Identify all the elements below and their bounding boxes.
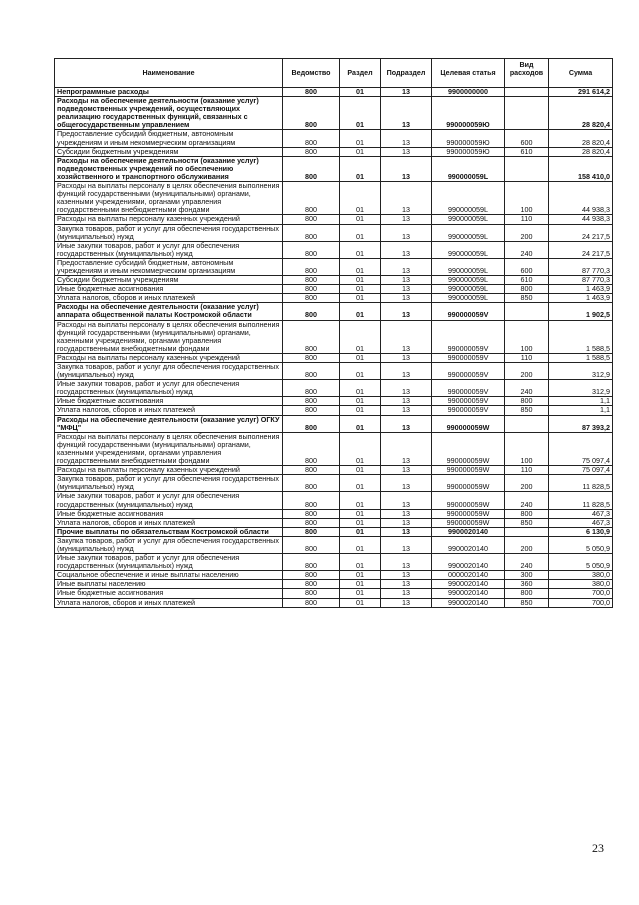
cell-expense-kind: 850	[505, 294, 549, 303]
cell-section: 01	[340, 492, 381, 509]
cell-target-article: 990000059W	[432, 415, 505, 432]
table-row	[55, 363, 613, 380]
cell-sum: 28 820,4	[549, 97, 613, 130]
cell-section: 01	[340, 130, 381, 147]
cell-section: 01	[340, 285, 381, 294]
cell-name: Предоставление субсидий бюджетным, автономным учреждениям и иным некоммерческим организациям	[55, 130, 283, 147]
cell-subsection: 13	[381, 380, 432, 397]
cell-section: 01	[340, 397, 381, 406]
cell-target-article: 990000059V	[432, 353, 505, 362]
table-row	[55, 303, 613, 320]
cell-department: 800	[283, 182, 340, 215]
cell-expense-kind: 360	[505, 580, 549, 589]
cell-subsection: 13	[381, 475, 432, 492]
cell-section: 01	[340, 363, 381, 380]
cell-section: 01	[340, 466, 381, 475]
cell-subsection: 13	[381, 492, 432, 509]
cell-expense-kind	[505, 156, 549, 181]
cell-sum: 380,0	[549, 580, 613, 589]
cell-department: 800	[283, 353, 340, 362]
cell-expense-kind: 110	[505, 215, 549, 224]
cell-subsection: 13	[381, 224, 432, 241]
table-row	[55, 554, 613, 571]
table-row	[55, 598, 613, 607]
cell-section: 01	[340, 156, 381, 181]
cell-subsection: 13	[381, 554, 432, 571]
cell-sum: 312,9	[549, 380, 613, 397]
cell-sum: 87 770,3	[549, 258, 613, 275]
cell-target-article: 990000059W	[432, 432, 505, 465]
cell-sum: 1 463,9	[549, 285, 613, 294]
cell-sum: 5 050,9	[549, 554, 613, 571]
cell-target-article: 990000059V	[432, 397, 505, 406]
cell-department: 800	[283, 536, 340, 553]
table-row	[55, 258, 613, 275]
cell-name: Расходы на выплаты персоналу казенных учреждений	[55, 353, 283, 362]
cell-section: 01	[340, 97, 381, 130]
cell-department: 800	[283, 415, 340, 432]
cell-name: Иные бюджетные ассигнования	[55, 589, 283, 598]
cell-target-article: 9900020140	[432, 589, 505, 598]
cell-sum: 1 588,5	[549, 353, 613, 362]
table-row	[55, 509, 613, 518]
cell-name: Иные бюджетные ассигнования	[55, 397, 283, 406]
cell-subsection: 13	[381, 406, 432, 415]
cell-subsection: 13	[381, 580, 432, 589]
cell-expense-kind	[505, 415, 549, 432]
cell-section: 01	[340, 303, 381, 320]
cell-section: 01	[340, 475, 381, 492]
cell-sum: 87 393,2	[549, 415, 613, 432]
cell-sum: 24 217,5	[549, 224, 613, 241]
cell-expense-kind: 850	[505, 598, 549, 607]
cell-target-article: 990000059V	[432, 406, 505, 415]
table-row	[55, 97, 613, 130]
cell-name: Уплата налогов, сборов и иных платежей	[55, 294, 283, 303]
cell-subsection: 13	[381, 276, 432, 285]
table-row	[55, 527, 613, 536]
cell-section: 01	[340, 241, 381, 258]
header-subsection: Подраздел	[381, 59, 432, 88]
cell-name: Прочие выплаты по обязательствам Костромской области	[55, 527, 283, 536]
cell-sum: 1,1	[549, 406, 613, 415]
cell-target-article: 990000059V	[432, 320, 505, 353]
table-row	[55, 432, 613, 465]
cell-department: 800	[283, 475, 340, 492]
cell-section: 01	[340, 598, 381, 607]
cell-target-article: 990000059Ю	[432, 147, 505, 156]
cell-department: 800	[283, 527, 340, 536]
cell-section: 01	[340, 147, 381, 156]
cell-name: Закупка товаров, работ и услуг для обеспечения государственных (муниципальных) нужд	[55, 363, 283, 380]
cell-expense-kind: 100	[505, 320, 549, 353]
cell-target-article: 990000059L	[432, 224, 505, 241]
cell-sum: 11 828,5	[549, 492, 613, 509]
cell-department: 800	[283, 580, 340, 589]
cell-section: 01	[340, 182, 381, 215]
cell-target-article: 990000059W	[432, 466, 505, 475]
header-section: Раздел	[340, 59, 381, 88]
cell-name: Закупка товаров, работ и услуг для обеспечения государственных (муниципальных) нужд	[55, 224, 283, 241]
cell-department: 800	[283, 147, 340, 156]
cell-expense-kind: 600	[505, 130, 549, 147]
cell-sum: 1 588,5	[549, 320, 613, 353]
cell-department: 800	[283, 466, 340, 475]
cell-target-article: 990000059W	[432, 475, 505, 492]
cell-target-article: 9900020140	[432, 527, 505, 536]
cell-subsection: 13	[381, 598, 432, 607]
table-row	[55, 536, 613, 553]
cell-subsection: 13	[381, 182, 432, 215]
cell-department: 800	[283, 258, 340, 275]
cell-section: 01	[340, 320, 381, 353]
cell-subsection: 13	[381, 353, 432, 362]
cell-section: 01	[340, 406, 381, 415]
cell-expense-kind: 800	[505, 509, 549, 518]
table-row	[55, 415, 613, 432]
cell-name: Субсидии бюджетным учреждениям	[55, 147, 283, 156]
cell-subsection: 13	[381, 527, 432, 536]
cell-subsection: 13	[381, 88, 432, 97]
cell-subsection: 13	[381, 97, 432, 130]
cell-expense-kind: 240	[505, 380, 549, 397]
cell-sum: 75 097,4	[549, 466, 613, 475]
cell-expense-kind: 800	[505, 285, 549, 294]
cell-sum: 24 217,5	[549, 241, 613, 258]
cell-expense-kind: 610	[505, 276, 549, 285]
cell-name: Социальное обеспечение и иные выплаты населению	[55, 571, 283, 580]
cell-subsection: 13	[381, 415, 432, 432]
table-row	[55, 224, 613, 241]
cell-expense-kind: 100	[505, 182, 549, 215]
cell-sum: 380,0	[549, 571, 613, 580]
header-target-article: Целевая статья	[432, 59, 505, 88]
cell-expense-kind: 850	[505, 518, 549, 527]
cell-department: 800	[283, 571, 340, 580]
cell-department: 800	[283, 294, 340, 303]
cell-name: Закупка товаров, работ и услуг для обеспечения государственных (муниципальных) нужд	[55, 475, 283, 492]
cell-expense-kind	[505, 303, 549, 320]
cell-target-article: 990000059L	[432, 156, 505, 181]
cell-expense-kind: 200	[505, 475, 549, 492]
cell-name: Иные закупки товаров, работ и услуг для обеспечения государственных (муниципальных) нужд	[55, 380, 283, 397]
cell-expense-kind: 110	[505, 353, 549, 362]
cell-department: 800	[283, 397, 340, 406]
cell-expense-kind	[505, 88, 549, 97]
cell-target-article: 990000059L	[432, 276, 505, 285]
cell-name: Расходы на обеспечение деятельности (оказание услуг) ОГКУ "МФЦ"	[55, 415, 283, 432]
table-row	[55, 215, 613, 224]
cell-section: 01	[340, 527, 381, 536]
cell-name: Иные бюджетные ассигнования	[55, 285, 283, 294]
cell-target-article: 990000059Ю	[432, 97, 505, 130]
cell-name: Субсидии бюджетным учреждениям	[55, 276, 283, 285]
cell-target-article: 990000059L	[432, 215, 505, 224]
cell-sum: 44 938,3	[549, 182, 613, 215]
cell-sum: 6 130,9	[549, 527, 613, 536]
cell-sum: 158 410,0	[549, 156, 613, 181]
cell-name: Предоставление субсидий бюджетным, автономным учреждениям и иным некоммерческим организациям	[55, 258, 283, 275]
budget-table	[54, 58, 613, 608]
table-row	[55, 156, 613, 181]
cell-expense-kind: 200	[505, 536, 549, 553]
cell-expense-kind: 100	[505, 432, 549, 465]
cell-section: 01	[340, 509, 381, 518]
cell-expense-kind	[505, 97, 549, 130]
cell-department: 800	[283, 589, 340, 598]
cell-subsection: 13	[381, 432, 432, 465]
cell-subsection: 13	[381, 397, 432, 406]
header-sum: Сумма	[549, 59, 613, 88]
cell-expense-kind: 600	[505, 258, 549, 275]
cell-target-article: 990000059V	[432, 303, 505, 320]
cell-department: 800	[283, 380, 340, 397]
cell-sum: 700,0	[549, 598, 613, 607]
cell-expense-kind: 200	[505, 224, 549, 241]
cell-name: Иные выплаты населению	[55, 580, 283, 589]
table-header-row	[55, 59, 613, 88]
table-row	[55, 130, 613, 147]
cell-department: 800	[283, 492, 340, 509]
table-row	[55, 589, 613, 598]
cell-section: 01	[340, 571, 381, 580]
cell-name: Расходы на обеспечение деятельности (оказание услуг) аппарата общественной палаты Костромской области	[55, 303, 283, 320]
cell-department: 800	[283, 518, 340, 527]
cell-expense-kind: 240	[505, 492, 549, 509]
cell-department: 800	[283, 509, 340, 518]
cell-name: Расходы на выплаты персоналу в целях обеспечения выполнения функций государственными (муниципальными) органами, казенными учреждениями, органами управления государственными внебюджетными фондами	[55, 320, 283, 353]
cell-sum: 5 050,9	[549, 536, 613, 553]
cell-name: Иные закупки товаров, работ и услуг для обеспечения государственных (муниципальных) нужд	[55, 492, 283, 509]
table-row	[55, 406, 613, 415]
cell-section: 01	[340, 380, 381, 397]
page-number: 23	[592, 841, 604, 855]
cell-target-article: 990000059L	[432, 294, 505, 303]
header-name: Наименование	[55, 59, 283, 88]
header-expense-kind: Вид расходов	[505, 59, 549, 88]
cell-subsection: 13	[381, 258, 432, 275]
cell-target-article: 9900020140	[432, 598, 505, 607]
cell-subsection: 13	[381, 147, 432, 156]
cell-subsection: 13	[381, 466, 432, 475]
cell-section: 01	[340, 536, 381, 553]
cell-department: 800	[283, 363, 340, 380]
cell-section: 01	[340, 415, 381, 432]
cell-department: 800	[283, 276, 340, 285]
cell-department: 800	[283, 130, 340, 147]
cell-section: 01	[340, 353, 381, 362]
cell-target-article: 990000059V	[432, 380, 505, 397]
table-row	[55, 241, 613, 258]
cell-sum: 87 770,3	[549, 276, 613, 285]
cell-sum: 28 820,4	[549, 130, 613, 147]
cell-section: 01	[340, 518, 381, 527]
table-body	[55, 88, 613, 608]
cell-section: 01	[340, 258, 381, 275]
cell-subsection: 13	[381, 241, 432, 258]
cell-section: 01	[340, 88, 381, 97]
cell-target-article: 990000059Ю	[432, 130, 505, 147]
cell-department: 800	[283, 432, 340, 465]
cell-subsection: 13	[381, 363, 432, 380]
cell-target-article: 990000059W	[432, 492, 505, 509]
cell-department: 800	[283, 406, 340, 415]
cell-target-article: 990000059L	[432, 241, 505, 258]
cell-name: Расходы на обеспечение деятельности (оказание услуг) подведомственных учреждений по обеспечению хозяйственного и транспортного обслуживания	[55, 156, 283, 181]
cell-subsection: 13	[381, 571, 432, 580]
cell-name: Закупка товаров, работ и услуг для обеспечения государственных (муниципальных) нужд	[55, 536, 283, 553]
cell-department: 800	[283, 554, 340, 571]
cell-expense-kind	[505, 527, 549, 536]
cell-subsection: 13	[381, 294, 432, 303]
table-row	[55, 492, 613, 509]
cell-section: 01	[340, 215, 381, 224]
cell-name: Иные закупки товаров, работ и услуг для обеспечения государственных (муниципальных) нужд	[55, 241, 283, 258]
cell-expense-kind: 850	[505, 406, 549, 415]
table-row	[55, 320, 613, 353]
cell-subsection: 13	[381, 285, 432, 294]
cell-section: 01	[340, 589, 381, 598]
cell-target-article: 990000059V	[432, 363, 505, 380]
cell-target-article: 990000059L	[432, 258, 505, 275]
header-department: Ведомство	[283, 59, 340, 88]
cell-expense-kind: 240	[505, 554, 549, 571]
cell-sum: 467,3	[549, 509, 613, 518]
cell-sum: 11 828,5	[549, 475, 613, 492]
cell-target-article: 0000020140	[432, 571, 505, 580]
cell-target-article: 9900020140	[432, 554, 505, 571]
cell-sum: 467,3	[549, 518, 613, 527]
cell-expense-kind: 610	[505, 147, 549, 156]
cell-name: Расходы на выплаты персоналу казенных учреждений	[55, 215, 283, 224]
table-row	[55, 518, 613, 527]
cell-target-article: 990000059W	[432, 509, 505, 518]
cell-subsection: 13	[381, 589, 432, 598]
cell-subsection: 13	[381, 215, 432, 224]
cell-sum: 1 902,5	[549, 303, 613, 320]
cell-target-article: 990000059W	[432, 518, 505, 527]
cell-name: Расходы на выплаты персоналу в целях обеспечения выполнения функций государственными (муниципальными) органами, казенными учреждениями, органами управления государственными внебюджетными фондами	[55, 182, 283, 215]
cell-subsection: 13	[381, 156, 432, 181]
cell-section: 01	[340, 554, 381, 571]
cell-expense-kind: 240	[505, 241, 549, 258]
cell-expense-kind: 300	[505, 571, 549, 580]
cell-expense-kind: 110	[505, 466, 549, 475]
cell-department: 800	[283, 303, 340, 320]
cell-subsection: 13	[381, 303, 432, 320]
table-row	[55, 475, 613, 492]
cell-name: Иные закупки товаров, работ и услуг для обеспечения государственных (муниципальных) нужд	[55, 554, 283, 571]
cell-department: 800	[283, 224, 340, 241]
cell-section: 01	[340, 224, 381, 241]
cell-department: 800	[283, 156, 340, 181]
cell-name: Расходы на выплаты персоналу казенных учреждений	[55, 466, 283, 475]
cell-department: 800	[283, 598, 340, 607]
cell-expense-kind: 800	[505, 397, 549, 406]
cell-department: 800	[283, 215, 340, 224]
cell-section: 01	[340, 580, 381, 589]
cell-target-article: 9900020140	[432, 536, 505, 553]
cell-section: 01	[340, 276, 381, 285]
cell-sum: 28 820,4	[549, 147, 613, 156]
cell-department: 800	[283, 88, 340, 97]
table-row	[55, 147, 613, 156]
cell-name: Иные бюджетные ассигнования	[55, 509, 283, 518]
cell-sum: 291 614,2	[549, 88, 613, 97]
cell-name: Уплата налогов, сборов и иных платежей	[55, 518, 283, 527]
cell-department: 800	[283, 97, 340, 130]
cell-department: 800	[283, 320, 340, 353]
cell-name: Непрограммные расходы	[55, 88, 283, 97]
cell-sum: 1 463,9	[549, 294, 613, 303]
cell-department: 800	[283, 241, 340, 258]
table-row	[55, 380, 613, 397]
cell-subsection: 13	[381, 320, 432, 353]
cell-name: Расходы на выплаты персоналу в целях обеспечения выполнения функций государственными (муниципальными) органами, казенными учреждениями, органами управления государственными внебюджетными фондами	[55, 432, 283, 465]
cell-target-article: 990000059L	[432, 182, 505, 215]
cell-target-article: 990000059L	[432, 285, 505, 294]
cell-section: 01	[340, 432, 381, 465]
cell-subsection: 13	[381, 509, 432, 518]
cell-target-article: 9900000000	[432, 88, 505, 97]
cell-expense-kind: 200	[505, 363, 549, 380]
cell-sum: 44 938,3	[549, 215, 613, 224]
cell-subsection: 13	[381, 130, 432, 147]
cell-subsection: 13	[381, 518, 432, 527]
table-row	[55, 182, 613, 215]
cell-sum: 700,0	[549, 589, 613, 598]
cell-sum: 312,9	[549, 363, 613, 380]
cell-sum: 1,1	[549, 397, 613, 406]
cell-target-article: 9900020140	[432, 580, 505, 589]
cell-sum: 75 097,4	[549, 432, 613, 465]
cell-name: Расходы на обеспечение деятельности (оказание услуг) подведомственных учреждений, осуществляющих реализацию государственных функций, связанных с общегосударственным управлением	[55, 97, 283, 130]
cell-section: 01	[340, 294, 381, 303]
cell-name: Уплата налогов, сборов и иных платежей	[55, 598, 283, 607]
cell-subsection: 13	[381, 536, 432, 553]
cell-expense-kind: 800	[505, 589, 549, 598]
cell-name: Уплата налогов, сборов и иных платежей	[55, 406, 283, 415]
cell-department: 800	[283, 285, 340, 294]
